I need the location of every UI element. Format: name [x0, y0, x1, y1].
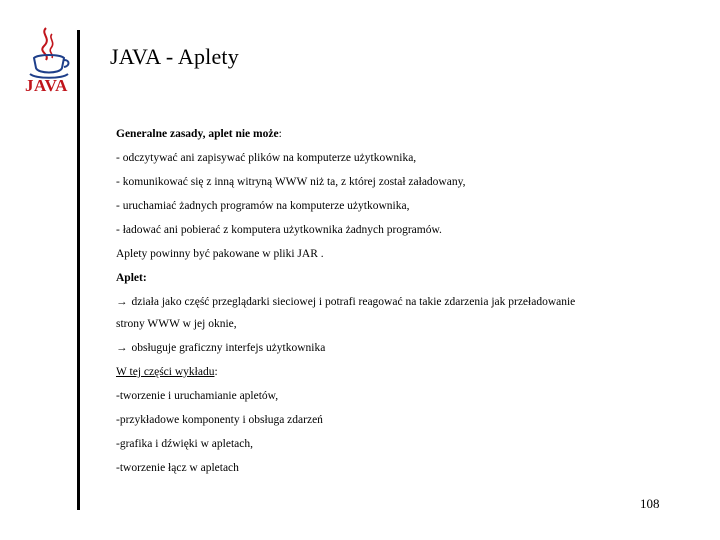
lecture-heading: W tej części wykładu: [116, 366, 215, 378]
lecture-item: -tworzenie i uruchamianie apletów,: [116, 390, 279, 402]
applet-point-text: obsługuje graficzny interfejs użytkownika: [131, 342, 326, 354]
rules-heading-line: [116, 128, 676, 141]
applet-heading: Aplet:: [116, 272, 147, 284]
rule-item: - uruchamiać żadnych programów na komputerze użytkownika,: [116, 200, 410, 212]
java-logo: [24, 24, 74, 104]
rule-item: - ładować ani pobierać z komputera użytkownika żadnych programów.: [116, 224, 442, 236]
vertical-divider: [77, 30, 80, 510]
arrow-right-icon: →: [116, 296, 128, 308]
java-logo-text: JAVA: [25, 76, 68, 95]
rule-item: - odczytywać ani zapisywać plików na komputerze użytkownika,: [116, 152, 417, 164]
rules-heading: Generalne zasady, aplet nie może: [116, 128, 279, 140]
page-number: 108: [640, 496, 660, 511]
arrow-right-icon: →: [116, 342, 128, 354]
slide-content: [116, 128, 676, 486]
slide-title: JAVA - Aplety: [110, 44, 239, 69]
jar-note: Aplety powinny być pakowane w pliki JAR .: [116, 248, 324, 260]
lecture-heading-colon: :: [214, 366, 218, 378]
applet-point-continuation: strony WWW w jej oknie,: [116, 318, 237, 330]
lecture-item: -grafika i dźwięki w apletach,: [116, 438, 253, 450]
lecture-item: -przykładowe komponenty i obsługa zdarzeń: [116, 414, 323, 426]
rule-item: - komunikować się z inną witryną WWW niż ta, z której został załadowany,: [116, 176, 466, 188]
applet-point: [116, 296, 676, 309]
applet-point-text: działa jako część przeglądarki sieciowej i potrafi reagować na takie zdarzenia jak przeładowanie: [131, 296, 576, 308]
lecture-heading-line: [116, 366, 676, 379]
lecture-item: -tworzenie łącz w apletach: [116, 462, 239, 474]
rules-heading-colon: :: [278, 128, 282, 140]
applet-point: [116, 342, 676, 355]
